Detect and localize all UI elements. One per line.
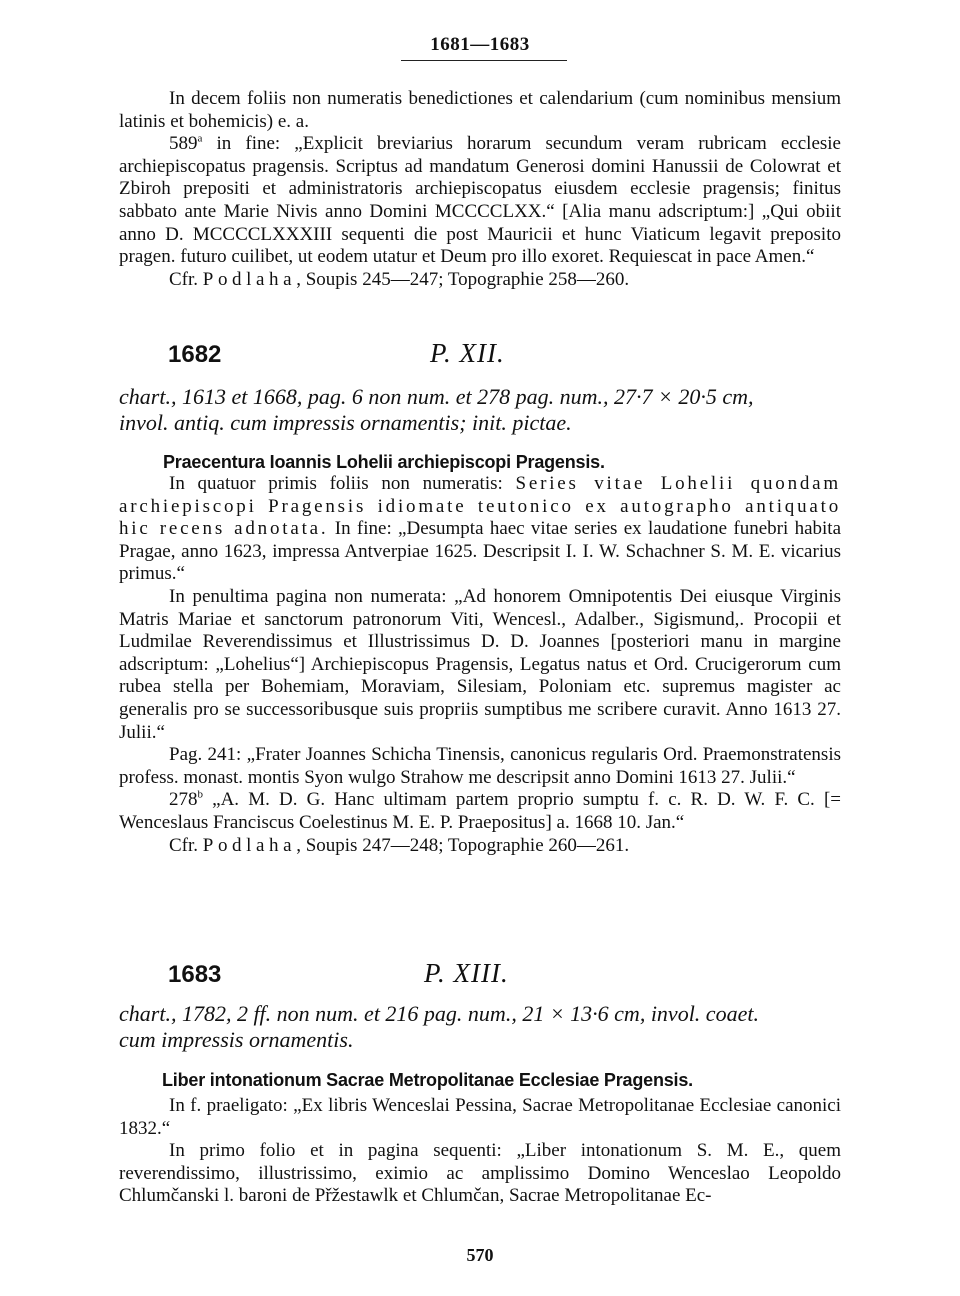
entry-1683-body <box>119 1095 841 1208</box>
paragraph: In f. praeligato: „Ex libris Wenceslai Pessina, Sacrae Metropolitanae Ecclesiae canonici 1832.“ <box>119 1095 841 1139</box>
paragraph: Pag. 241: „Frater Joannes Schicha Tinensis, canonicus regularis Ord. Praemonstratensis profess. monast. montis Syon wulgo Strahow me descripsit anno Domini 1613 27. Julii.“ <box>119 744 841 788</box>
entry-1681-tail <box>119 88 841 291</box>
folio-ref: 589 <box>169 133 198 155</box>
paragraph-text: in fine: „Explicit breviarius horarum secundum veram rubricam ecclesie archiepiscopatus pragensis. Scriptus ad mandatum Generosi domini Hanussii de Colowrat et Zbiroh prepositi et administratoris archiepiscopatus eiusdem ecclesie pragensis; finitus sabbato ante Marie Nivis anno Domini MCCCCLXX.“ [Alia manu adscriptum:] „Qui obiit anno D. MCCCCLXXXIII sequenti die post Mauricii et hunc Viaticum legavit preposito pragen. futuro cuilibet, ut eodem utatur et Deum pro illo exoret. Requiescat in pace Amen.“ <box>119 133 841 268</box>
paragraph-text: In quatuor primis foliis non numeratis: <box>169 473 516 494</box>
paragraph-text: „A. M. D. G. Hanc ultimam partem proprio sumptu f. c. R. D. W. F. C. [= Wenceslaus Franciscus Coelestinus M. E. P. Praepositus] a. 1668 10. Jan.“ <box>119 789 841 833</box>
page-number: 570 <box>466 1245 494 1265</box>
description-line: chart., 1613 et 1668, pag. 6 non num. et 278 pag. num., 27·7 × 20·5 cm, <box>119 384 754 409</box>
paragraph: In penultima pagina non numerata: „Ad honorem Omnipotentis Dei eiusque Virginis Matris Mariae et sanctorum patronorum Viti, Wencesl., Adalber., Sigismund,. Procopii et Ludmilae Reverendissimus et Illustrissimus D. D. Joannes [posteriori manu in margine adscriptum: „Lohelius“] Archiepiscopus Pragensis, Legatus natus et Ord. Crucigerorum cum rubea stella per Bohemiam, Moraviam, Silesiam, Poloniam etc. supremus magister ac generalis pro se successoribusque suis propriis sumptibus me scribere curavit. Anno 1613 27. Julii.“ <box>119 585 841 743</box>
description-line: cum impressis ornamentis. <box>119 1027 354 1052</box>
paragraph <box>119 133 841 269</box>
entry-1682-body <box>119 473 841 857</box>
entry-title: Praecentura Ioannis Lohelii archiepiscopi Pragensis. <box>163 452 605 472</box>
description-line: chart., 1782, 2 ff. non num. et 216 pag. num., 21 × 13·6 cm, invol. coaet. <box>119 1001 759 1026</box>
description-line: invol. antiq. cum impressis ornamentis; init. pictae. <box>119 410 572 435</box>
cfr-author: Podlaha <box>202 834 297 856</box>
spaced-text: Series vitae Lohelii quondam archiepiscopi Pragensis idiomate teutonico ex autographo antiquato hic recens adnotata. <box>119 473 841 540</box>
cfr-label: Cfr. <box>169 834 203 856</box>
cfr-label: Cfr. <box>169 268 203 290</box>
paragraph-text: In fine: „Desumpta haec vitae series ex laudatione funebri habita Pragae, anno 1623, impressa Antverpiae 1625. Descripsit I. I. W. Schachner S. M. E. vicarius primus.“ <box>119 518 842 585</box>
paragraph <box>119 789 841 834</box>
entry-title: Liber intonationum Sacrae Metropolitanae Ecclesiae Pragensis. <box>162 1070 693 1090</box>
entry-description <box>119 1001 841 1053</box>
page-sup: b <box>197 788 203 801</box>
page-ref: 278 <box>169 789 198 811</box>
entry-number: 1683 <box>168 961 222 988</box>
paragraph: In decem foliis non numeratis benedictiones et calendarium (cum nominibus mensium latinis et bohemicis) e. a. <box>119 88 841 132</box>
paragraph <box>119 473 841 586</box>
paragraph: In primo folio et in pagina sequenti: „Liber intonationum S. M. E., quem reverendissimo, illustrissimo, eximio ac amplissimo Domino Wenceslao Leopoldo Chlumčanski l. baroni de Přžestawlk et Chlumčan, Sacrae Metropolitanae Ec- <box>119 1140 841 1207</box>
folio-sup: a <box>197 132 203 145</box>
citation <box>119 835 841 858</box>
entry-signature: P. XIII. <box>424 958 509 988</box>
cfr-text: , Soupis 245—247; Topographie 258—260. <box>296 268 630 290</box>
entry-signature: P. XII. <box>430 338 505 368</box>
cfr-text: , Soupis 247—248; Topographie 260—261. <box>296 834 630 856</box>
entry-number: 1682 <box>168 341 222 368</box>
header-rule <box>401 60 567 61</box>
citation <box>119 269 841 292</box>
cfr-author: Podlaha <box>202 268 297 290</box>
entry-description <box>119 384 841 436</box>
page-header: 1681—1683 <box>430 34 530 55</box>
